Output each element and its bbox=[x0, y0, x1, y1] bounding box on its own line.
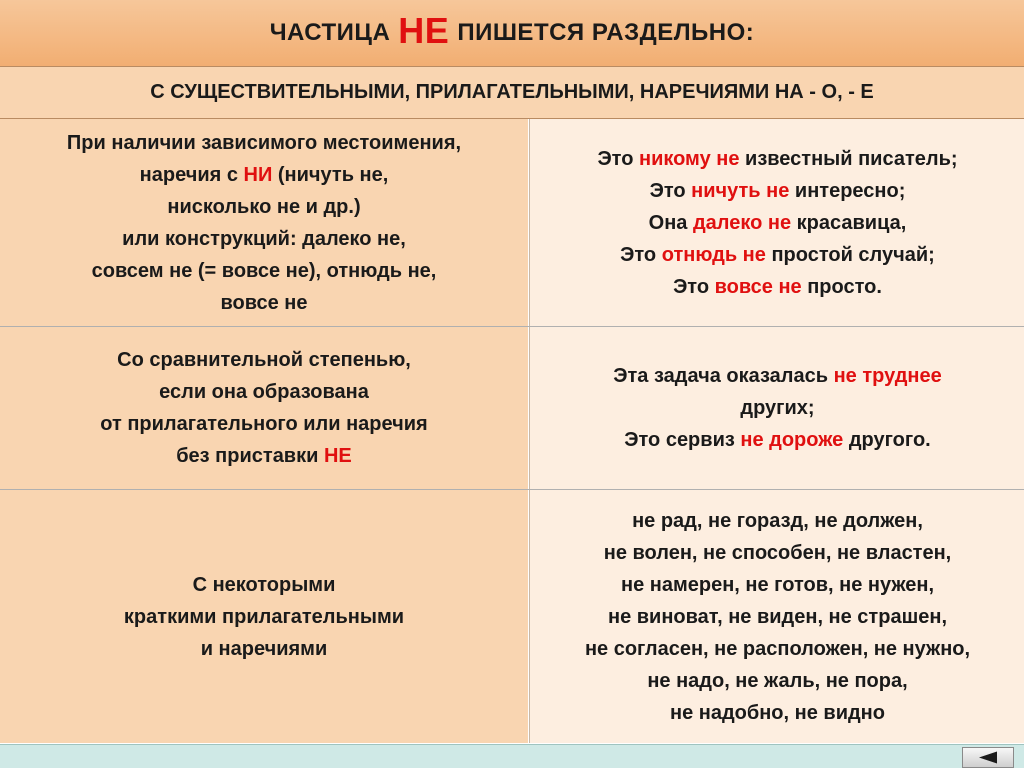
rule-line bbox=[124, 569, 404, 601]
highlight-text: НЕ bbox=[323, 445, 352, 467]
highlight-text: не труднее bbox=[833, 365, 942, 387]
example-line bbox=[585, 697, 970, 729]
plain-text: известный писатель; bbox=[739, 147, 958, 170]
rule-cell bbox=[0, 490, 528, 743]
plain-text: просто. bbox=[801, 275, 882, 298]
subheader bbox=[0, 67, 1024, 119]
plain-text: Эта задача оказалась bbox=[613, 365, 834, 387]
plain-text: или конструкций: далеко не, bbox=[122, 227, 406, 250]
rule-line bbox=[124, 633, 404, 665]
plain-text: от прилагательного или наречия bbox=[100, 413, 428, 435]
plain-text: не надо, не жаль, не пора, bbox=[647, 669, 908, 692]
highlight-text: не дороже bbox=[740, 429, 844, 451]
plain-text: краткими прилагательными bbox=[123, 605, 405, 628]
rule-line bbox=[67, 127, 461, 159]
rule-line bbox=[100, 376, 427, 408]
example-line bbox=[585, 601, 970, 633]
page-title bbox=[0, 0, 1024, 67]
plain-text: не надобно, не видно bbox=[670, 701, 885, 724]
plain-text: совсем не (= вовсе не), отнюдь не, bbox=[91, 259, 437, 282]
highlight-text: ничуть не bbox=[691, 179, 790, 202]
rule-line bbox=[100, 408, 427, 440]
plain-text: другого. bbox=[843, 429, 931, 451]
back-arrow-icon bbox=[977, 751, 999, 764]
rule-line bbox=[124, 601, 404, 633]
example-cell bbox=[529, 490, 1024, 743]
plain-text: без приставки bbox=[176, 445, 324, 467]
back-button[interactable] bbox=[962, 747, 1014, 768]
rule-line bbox=[67, 287, 461, 319]
plain-text: Это bbox=[649, 179, 692, 202]
rule-line bbox=[100, 344, 427, 376]
example-line bbox=[585, 537, 970, 569]
plain-text: Это bbox=[620, 243, 662, 266]
plain-text: При наличии зависимого местоимения, bbox=[66, 131, 462, 154]
title-before: ЧАСТИЦА bbox=[269, 19, 391, 46]
highlight-text: НИ bbox=[243, 163, 273, 186]
plain-text: не волен, не способен, не властен, bbox=[603, 541, 952, 564]
subheader-text: С СУЩЕСТВИТЕЛЬНЫМИ, ПРИЛАГАТЕЛЬНЫМИ, НАРЕЧИЯМИ НА - О, - Е bbox=[150, 81, 874, 103]
rule-cell bbox=[0, 119, 528, 326]
example-cell bbox=[529, 327, 1024, 489]
example-line bbox=[597, 271, 957, 303]
rule-line bbox=[100, 440, 427, 472]
rule-line bbox=[67, 255, 461, 287]
rule-row-dependent-words bbox=[0, 119, 1024, 327]
example-line bbox=[613, 424, 941, 456]
plain-text: и наречиями bbox=[200, 637, 328, 660]
highlight-text: далеко не bbox=[692, 211, 792, 234]
example-line bbox=[597, 143, 957, 175]
plain-text: вовсе не bbox=[220, 291, 308, 314]
plain-text: (ничуть не, bbox=[272, 163, 389, 186]
example-line bbox=[597, 239, 957, 271]
example-cell bbox=[529, 119, 1024, 326]
plain-text: не виноват, не виден, не страшен, bbox=[607, 605, 947, 628]
plain-text: интересно; bbox=[789, 179, 906, 202]
plain-text: не намерен, не готов, не нужен, bbox=[621, 573, 934, 596]
example-line bbox=[613, 360, 941, 392]
plain-text: красавица, bbox=[791, 211, 907, 234]
plain-text: если она образована bbox=[159, 381, 369, 403]
plain-text: Она bbox=[648, 211, 693, 234]
plain-text: С некоторыми bbox=[192, 573, 336, 596]
rule-row-short-adjectives bbox=[0, 490, 1024, 743]
rule-cell bbox=[0, 327, 528, 489]
rule-line bbox=[67, 223, 461, 255]
plain-text: Это bbox=[597, 147, 639, 170]
example-line bbox=[585, 569, 970, 601]
example-line bbox=[613, 392, 941, 424]
rule-line bbox=[67, 159, 461, 191]
plain-text: наречия с bbox=[139, 163, 244, 186]
plain-text: Это bbox=[673, 275, 715, 298]
plain-text: простой случай; bbox=[765, 243, 935, 266]
title-accent: НЕ bbox=[398, 10, 450, 51]
plain-text: не согласен, не расположен, не нужно, bbox=[584, 637, 971, 660]
plain-text: не рад, не горазд, не должен, bbox=[632, 509, 923, 532]
example-line bbox=[585, 633, 970, 665]
example-line bbox=[597, 207, 957, 239]
highlight-text: никому не bbox=[638, 147, 740, 170]
highlight-text: отнюдь не bbox=[661, 243, 766, 266]
example-line bbox=[585, 505, 970, 537]
title-after: ПИШЕТСЯ РАЗДЕЛЬНО: bbox=[457, 19, 755, 46]
rule-row-comparative bbox=[0, 327, 1024, 490]
example-line bbox=[597, 175, 957, 207]
footer-bar bbox=[0, 744, 1024, 768]
plain-text: Со сравнительной степенью, bbox=[117, 349, 411, 371]
plain-text: нисколько не и др.) bbox=[167, 195, 361, 218]
plain-text: других; bbox=[740, 397, 815, 419]
plain-text: Это сервиз bbox=[624, 429, 741, 451]
rule-line bbox=[67, 191, 461, 223]
example-line bbox=[585, 665, 970, 697]
highlight-text: вовсе не bbox=[714, 275, 802, 298]
